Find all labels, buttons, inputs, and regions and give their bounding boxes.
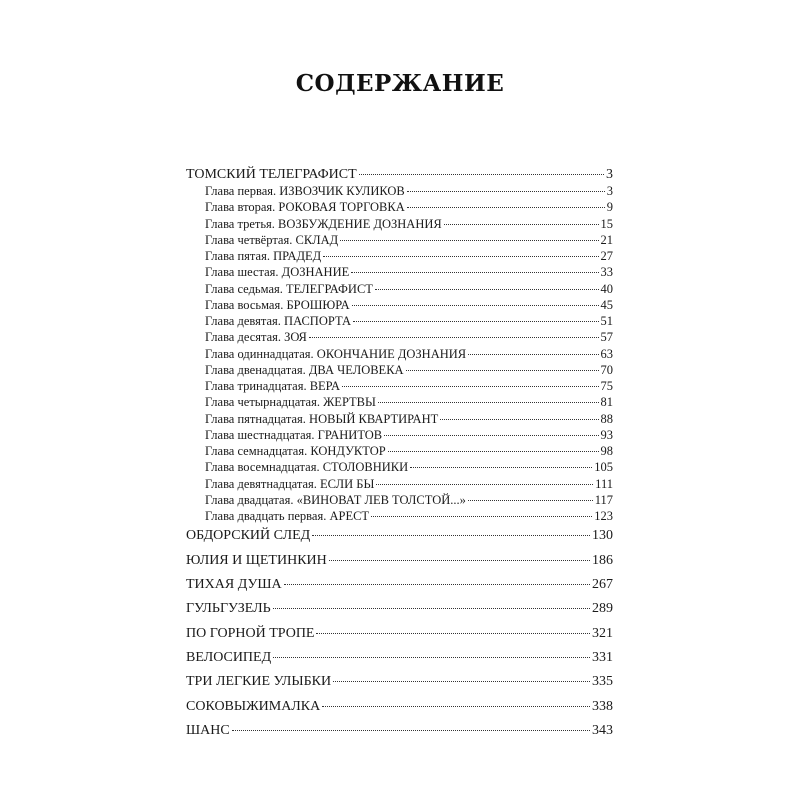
dot-leader	[375, 289, 599, 290]
toc-entry-page: 3	[606, 167, 613, 182]
toc-chapter-entry	[186, 476, 613, 492]
page-title: СОДЕРЖАНИЕ	[295, 70, 505, 97]
toc-entry-page: 186	[592, 552, 613, 568]
dot-leader	[407, 207, 605, 208]
toc-entry-title: СОКОВЫЖИМАЛКА	[186, 698, 321, 714]
dot-leader	[371, 516, 592, 517]
toc-entry-title: Глава девятнадцатая. ЕСЛИ БЫ	[205, 476, 375, 491]
toc-entry-title: ЮЛИЯ И ЩЕТИНКИН	[186, 552, 327, 568]
dot-leader	[322, 706, 590, 707]
dot-leader	[273, 608, 590, 609]
toc-chapter-entry	[186, 378, 613, 394]
toc-part-entry	[186, 719, 613, 743]
toc-entry-title: Глава одиннадцатая. ОКОНЧАНИЕ ДОЗНАНИЯ	[205, 346, 467, 361]
toc-entry-title: ВЕЛОСИПЕД	[186, 649, 272, 665]
toc-entry-page: 98	[600, 444, 613, 458]
toc-entry-page: 75	[600, 379, 613, 393]
toc-entry-title: Глава четырнадцатая. ЖЕРТВЫ	[205, 395, 376, 410]
toc-entry-title: Глава третья. ВОЗБУЖДЕНИЕ ДОЗНАНИЯ	[205, 216, 442, 231]
toc-entry-page: 27	[600, 249, 613, 263]
toc-chapter-entry	[186, 232, 613, 248]
dot-leader	[468, 354, 598, 355]
toc-chapter-entry	[186, 264, 613, 280]
dot-leader	[359, 174, 604, 175]
toc-part-entry	[186, 695, 613, 719]
dot-leader	[333, 681, 590, 682]
dot-leader	[353, 321, 598, 322]
toc-entry-page: 130	[592, 528, 613, 544]
toc-chapter-entry	[186, 281, 613, 297]
toc-entry-title: Глава пятая. ПРАДЕД	[205, 249, 322, 263]
toc-entry-title: Глава тринадцатая. ВЕРА	[205, 379, 341, 393]
toc-entry-page: 88	[600, 411, 613, 426]
dot-leader	[376, 484, 593, 485]
toc-entry-title: Глава восьмая. БРОШЮРА	[205, 297, 350, 312]
dot-leader	[329, 560, 590, 561]
toc-chapter-entry	[186, 248, 613, 264]
toc-part-entry	[186, 670, 613, 694]
table-of-contents	[186, 166, 613, 743]
toc-entry-page: 51	[600, 314, 613, 328]
toc-entry-page: 105	[594, 460, 613, 475]
toc-part-entry	[186, 524, 613, 548]
toc-entry-page: 57	[600, 330, 613, 345]
toc-entry-page: 21	[600, 232, 613, 247]
toc-entry-title: Глава первая. ИЗВОЗЧИК КУЛИКОВ	[205, 184, 405, 198]
toc-entry-page: 331	[592, 649, 613, 665]
toc-entry-page: 111	[595, 476, 613, 491]
toc-chapter-entry	[186, 427, 613, 443]
toc-entry-page: 117	[594, 492, 613, 507]
toc-entry-title: Глава двадцать первая. АРЕСТ	[205, 509, 370, 523]
toc-entry-title: ГУЛЬГУЗЕЛЬ	[186, 601, 271, 617]
toc-entry-title: ТРИ ЛЕГКИЕ УЛЫБКИ	[186, 674, 332, 690]
toc-entry-page: 93	[600, 427, 613, 442]
toc-entry-page: 45	[600, 297, 613, 312]
toc-entry-page: 63	[600, 346, 613, 361]
dot-leader	[316, 633, 590, 634]
toc-entry-page: 335	[592, 674, 613, 690]
toc-chapter-entry	[186, 508, 613, 524]
toc-entry-title: ПО ГОРНОЙ ТРОПЕ	[186, 625, 315, 641]
toc-entry-page: 338	[592, 698, 613, 714]
dot-leader	[378, 402, 599, 403]
dot-leader	[323, 256, 598, 257]
toc-chapter-entry	[186, 492, 613, 508]
dot-leader	[340, 240, 598, 241]
toc-part-entry	[186, 622, 613, 646]
toc-chapter-entry	[186, 329, 613, 345]
toc-chapter-entry	[186, 199, 613, 215]
dot-leader	[352, 305, 599, 306]
toc-entry-title: Глава шестнадцатая. ГРАНИТОВ	[205, 427, 383, 442]
toc-entry-page: 3	[606, 184, 613, 198]
toc-entry-title: ШАНС	[186, 723, 230, 738]
dot-leader	[312, 535, 590, 536]
toc-entry-title: Глава девятая. ПАСПОРТА	[205, 314, 352, 328]
toc-chapter-entry	[186, 183, 613, 199]
toc-entry-title: Глава седьмая. ТЕЛЕГРАФИСТ	[205, 281, 373, 296]
toc-chapter-entry	[186, 411, 613, 427]
dot-leader	[444, 224, 599, 225]
dot-leader	[407, 191, 605, 192]
toc-chapter-entry	[186, 443, 613, 459]
dot-leader	[440, 419, 598, 420]
toc-entry-page: 343	[592, 723, 613, 738]
toc-entry-page: 15	[600, 216, 613, 231]
dot-leader	[309, 337, 599, 338]
toc-entry-page: 123	[594, 509, 613, 523]
toc-entry-title: Глава вторая. РОКОВАЯ ТОРГОВКА	[205, 200, 405, 215]
toc-entry-page: 33	[600, 265, 613, 280]
dot-leader	[388, 451, 599, 452]
toc-entry-page: 9	[606, 200, 613, 215]
toc-entry-page: 267	[592, 576, 613, 592]
toc-entry-title: Глава шестая. ДОЗНАНИЕ	[205, 265, 350, 280]
dot-leader	[232, 730, 590, 731]
dot-leader	[284, 584, 590, 585]
toc-entry-title: Глава семнадцатая. КОНДУКТОР	[205, 444, 386, 458]
toc-part-entry	[186, 549, 613, 573]
toc-chapter-entry	[186, 297, 613, 313]
toc-entry-title: Глава пятнадцатая. НОВЫЙ КВАРТИРАНТ	[205, 411, 439, 426]
toc-part-entry	[186, 597, 613, 621]
dot-leader	[410, 467, 592, 468]
toc-entry-page: 321	[592, 625, 613, 641]
toc-entry-title: Глава двадцатая. «ВИНОВАТ ЛЕВ ТОЛСТОЙ...»	[205, 492, 466, 507]
toc-entry-page: 40	[600, 281, 613, 296]
toc-entry-title: Глава четвёртая. СКЛАД	[205, 232, 339, 247]
dot-leader	[351, 272, 598, 273]
toc-part-entry	[186, 573, 613, 597]
toc-chapter-entry	[186, 362, 613, 378]
dot-leader	[384, 435, 598, 436]
toc-chapter-entry	[186, 394, 613, 410]
toc-entry-title: Глава восемнадцатая. СТОЛОВНИКИ	[205, 460, 409, 475]
dot-leader	[342, 386, 598, 387]
toc-entry-title: ТИХАЯ ДУША	[186, 576, 282, 592]
toc-entry-title: ТОМСКИЙ ТЕЛЕГРАФИСТ	[186, 167, 357, 182]
toc-chapter-entry	[186, 313, 613, 329]
toc-entry-title: Глава двенадцатая. ДВА ЧЕЛОВЕКА	[205, 362, 404, 377]
toc-entry-page: 81	[600, 395, 613, 410]
toc-chapter-entry	[186, 216, 613, 232]
toc-entry-title: ОБДОРСКИЙ СЛЕД	[186, 528, 311, 544]
dot-leader	[406, 370, 599, 371]
toc-part-entry	[186, 166, 613, 183]
toc-chapter-entry	[186, 459, 613, 475]
toc-entry-title: Глава десятая. ЗОЯ	[205, 330, 307, 345]
dot-leader	[273, 657, 590, 658]
dot-leader	[468, 500, 593, 501]
toc-entry-page: 70	[600, 362, 613, 377]
toc-entry-page: 289	[592, 601, 613, 617]
toc-chapter-entry	[186, 346, 613, 362]
toc-part-entry	[186, 646, 613, 670]
